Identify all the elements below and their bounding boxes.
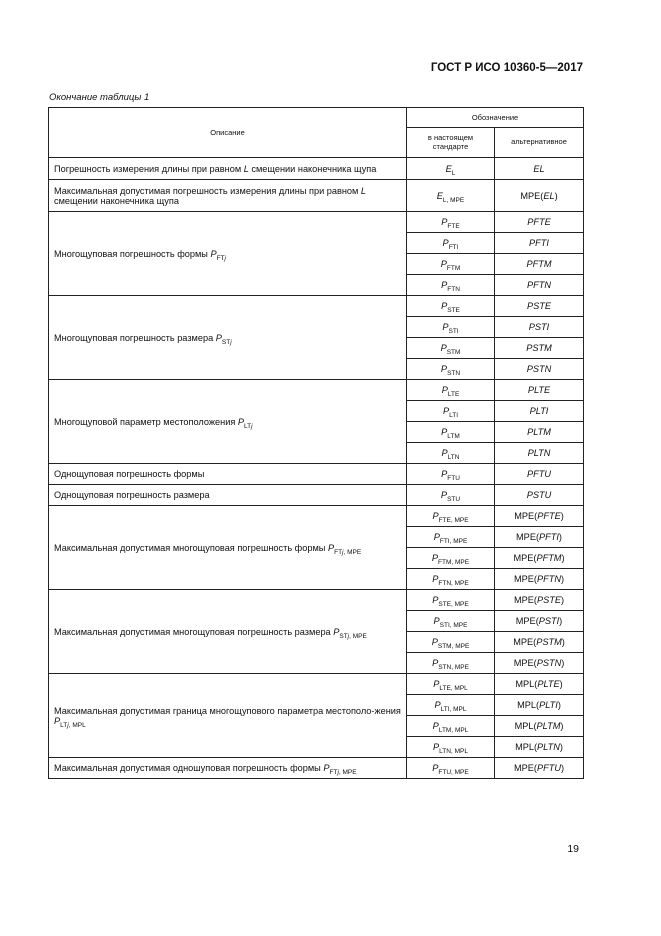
row-alternative: PFTI — [495, 233, 584, 254]
row-alternative: EL — [495, 158, 584, 180]
alt-close: ) — [560, 721, 564, 731]
symbol-subscript: STI, MPE — [439, 622, 468, 629]
row-description — [49, 506, 407, 590]
row-symbol — [407, 359, 495, 380]
alt-close: ) — [560, 763, 565, 773]
symbol-subscript: FTN — [447, 286, 460, 293]
symbol-subscript: LTM — [447, 433, 460, 440]
alt-close: ) — [561, 658, 565, 668]
symbol-letter: P — [432, 511, 439, 521]
description-text: Максимальная допустимая многощуповая погрешность размера — [54, 626, 334, 637]
row-alternative — [495, 632, 584, 653]
alt-close: ) — [561, 553, 565, 563]
table-row — [49, 158, 584, 180]
alt-open: ( — [533, 637, 537, 647]
alt-code: PFTU — [536, 763, 561, 773]
description-subscript — [222, 339, 232, 346]
symbol-letter: P — [432, 595, 439, 605]
row-alternative — [495, 758, 584, 779]
row-alternative: PFTU — [495, 464, 584, 485]
row-symbol — [407, 758, 495, 779]
alt-prefix: MPE — [513, 574, 534, 584]
description-text: Максимальная допустимая одношуповая погрешность формы — [54, 763, 324, 773]
description-symbol: P — [54, 715, 61, 726]
row-description — [49, 758, 407, 779]
row-symbol — [407, 695, 495, 716]
row-alternative: PSTM — [495, 338, 584, 359]
alt-code: PFTM — [536, 553, 562, 563]
description-symbol: P — [237, 416, 245, 427]
subscript-suffix: , MPE — [349, 632, 367, 640]
symbol-subscript: FTN, MPE — [438, 580, 469, 587]
row-symbol — [407, 275, 495, 296]
subscript-index: j — [67, 721, 69, 729]
row-symbol — [407, 569, 495, 590]
symbol-subscript: STE, MPE — [438, 601, 469, 608]
symbol-letter: P — [433, 742, 440, 752]
symbol-subscript: STM, MPE — [437, 643, 470, 650]
symbol-letter: P — [441, 280, 448, 290]
row-symbol — [407, 527, 495, 548]
alt-open: ( — [533, 553, 537, 563]
row-description — [49, 296, 407, 380]
row-symbol — [407, 317, 495, 338]
alt-code: PSTE — [536, 595, 561, 605]
subscript-part: FT — [329, 769, 338, 776]
alt-open: ( — [533, 595, 537, 605]
row-symbol — [407, 674, 495, 695]
description-subscript — [334, 549, 361, 556]
subscript-part: FT — [334, 548, 343, 556]
header-current-standard: в настоящем стандарте — [407, 128, 495, 158]
symbol-subscript: LTI, MPL — [440, 706, 467, 713]
symbol-letter: P — [442, 406, 450, 416]
symbol-subscript: FTU — [447, 475, 460, 482]
table-row — [49, 180, 584, 212]
alt-code: PFTE — [537, 511, 561, 521]
subscript-index: j — [337, 769, 339, 776]
description-text: Максимальная допустимая граница многощупового параметра местополо-жения — [54, 705, 401, 716]
symbol-subscript: LTI — [449, 412, 459, 419]
alt-prefix: MPE — [516, 532, 536, 542]
alt-prefix: MPE — [513, 763, 534, 773]
description-text: Однощуповая погрешность формы — [54, 469, 205, 479]
table-row — [49, 674, 584, 695]
symbol-subscript: FTM — [446, 265, 461, 272]
alt-close: ) — [558, 532, 562, 542]
header-alternative: альтернативное — [495, 128, 584, 158]
table-row — [49, 485, 584, 506]
symbol-subscript: STU — [447, 496, 461, 503]
row-symbol — [407, 548, 495, 569]
table-row — [49, 212, 584, 233]
symbol-letter: P — [440, 343, 447, 353]
row-symbol — [407, 401, 495, 422]
alt-open: ( — [535, 616, 539, 626]
header-designation: Обозначение — [407, 108, 584, 128]
designations-table — [48, 107, 584, 779]
alt-code: PFTN — [536, 574, 561, 584]
symbol-letter: P — [441, 301, 448, 311]
table-row — [49, 464, 584, 485]
symbol-letter: P — [442, 322, 449, 332]
description-symbol: P — [210, 248, 217, 259]
row-symbol — [407, 464, 495, 485]
symbol-subscript: STN, MPE — [438, 664, 469, 671]
subscript-part: LT — [244, 422, 252, 430]
row-symbol — [407, 422, 495, 443]
row-alternative — [495, 716, 584, 737]
symbol-subscript: LTE, MPL — [439, 685, 468, 692]
row-description — [49, 674, 407, 758]
header-description: Описание — [49, 108, 407, 158]
description-text: Максимальная допустимая многощуповая погрешность формы — [54, 542, 328, 553]
subscript-part: LT — [60, 721, 68, 729]
alt-code: PLTI — [539, 700, 558, 710]
subscript-index: j — [342, 548, 344, 556]
alt-code: PLTN — [537, 742, 560, 752]
alt-close: ) — [560, 595, 565, 605]
description-text: Однощуповая погрешность размера — [54, 490, 210, 500]
alt-code: PLTM — [536, 721, 561, 731]
table-caption: Окончание таблицы 1 — [49, 92, 150, 103]
description-text: Многощуповая погрешность размера — [54, 332, 216, 343]
row-symbol — [407, 338, 495, 359]
alt-close: ) — [561, 637, 565, 647]
alt-code: PSTM — [536, 637, 562, 647]
symbol-letter: P — [440, 364, 448, 374]
subscript-part: FT — [216, 254, 225, 262]
row-alternative: PSTN — [495, 359, 584, 380]
symbol-letter: P — [432, 763, 439, 773]
alt-prefix: MPL — [515, 679, 535, 689]
subscript-index: j — [224, 254, 226, 262]
alt-prefix: MPE — [513, 658, 534, 668]
symbol-letter: P — [440, 490, 448, 500]
symbol-letter: P — [441, 217, 448, 227]
symbol-subscript: LTN, MPL — [439, 748, 468, 755]
row-alternative — [495, 527, 584, 548]
alt-close: ) — [559, 616, 563, 626]
row-symbol — [407, 506, 495, 527]
description-subscript — [339, 633, 366, 640]
row-symbol: $E_L$ — [407, 158, 495, 180]
alt-open: ( — [533, 763, 537, 773]
document-code: ГОСТ Р ИСО 10360-5—2017 — [430, 62, 583, 74]
alt-code: PLTE — [537, 679, 560, 689]
row-symbol — [407, 233, 495, 254]
row-alternative: MPE(EL) — [495, 180, 584, 212]
symbol-letter: P — [432, 574, 439, 584]
row-alternative: PFTE — [495, 212, 584, 233]
symbol-letter: P — [442, 238, 449, 248]
symbol-letter: P — [432, 658, 439, 668]
description-text: Многощуповая погрешность формы — [54, 248, 211, 259]
alt-prefix: MPE — [513, 637, 534, 647]
row-alternative: PLTI — [495, 401, 584, 422]
row-symbol — [407, 737, 495, 758]
symbol-letter: P — [431, 637, 438, 647]
symbol-subscript: STM — [446, 349, 461, 356]
symbol-subscript: LTN — [447, 454, 460, 461]
row-symbol — [407, 254, 495, 275]
symbol-subscript: FTE — [447, 223, 460, 230]
alt-prefix: MPL — [517, 700, 537, 710]
row-symbol — [407, 485, 495, 506]
symbol-letter: P — [440, 259, 447, 269]
row-alternative: PSTE — [495, 296, 584, 317]
row-alternative — [495, 548, 584, 569]
subscript-index: j — [347, 632, 350, 640]
row-alternative — [495, 674, 584, 695]
row-symbol — [407, 611, 495, 632]
row-symbol — [407, 716, 495, 737]
alt-close: ) — [560, 511, 564, 521]
alt-prefix: MPE — [513, 553, 534, 563]
description-symbol: P — [323, 763, 330, 773]
description-subscript — [244, 423, 253, 430]
description-symbol: P — [215, 332, 222, 343]
row-symbol — [407, 653, 495, 674]
symbol-subscript: FTM, MPE — [438, 559, 470, 566]
alt-close: ) — [560, 574, 565, 584]
alt-code: PFTI — [539, 532, 559, 542]
row-description — [49, 464, 407, 485]
alt-open: ( — [534, 511, 538, 521]
table-row — [49, 296, 584, 317]
alt-prefix: MPL — [515, 742, 534, 752]
alt-code: PSTN — [536, 658, 562, 668]
alt-close: ) — [559, 679, 563, 689]
table-row — [49, 590, 584, 611]
row-symbol — [407, 296, 495, 317]
alt-prefix: MPE — [514, 511, 535, 521]
symbol-subscript: LTE — [447, 391, 460, 398]
alt-open: ( — [533, 742, 538, 752]
symbol-letter: P — [441, 427, 448, 437]
table-row — [49, 380, 584, 401]
row-alternative — [495, 737, 584, 758]
symbol-letter: P — [433, 532, 440, 542]
symbol-subscript: FTE, MPE — [438, 517, 469, 524]
symbol-letter: P — [431, 553, 439, 563]
alt-prefix: MPE — [515, 616, 536, 626]
row-symbol: $E_{L, MPE}$ — [407, 180, 495, 212]
alt-close: ) — [559, 742, 563, 752]
description-text: Многощуповой параметр местоположения — [54, 416, 238, 427]
row-alternative — [495, 569, 584, 590]
row-alternative: PFTM — [495, 254, 584, 275]
row-alternative — [495, 590, 584, 611]
alt-open: ( — [533, 658, 537, 668]
alt-open: ( — [533, 574, 537, 584]
row-description: Погрешность измерения длины при равном L смещении наконечника щупа — [49, 158, 407, 180]
symbol-letter: P — [434, 700, 441, 710]
page-number: 19 — [567, 843, 579, 855]
symbol-letter: P — [441, 385, 448, 395]
alt-close: ) — [557, 700, 561, 710]
row-description — [49, 380, 407, 464]
subscript-suffix: , MPE — [338, 769, 357, 776]
alt-open: ( — [535, 532, 540, 542]
symbol-letter: P — [441, 448, 448, 458]
row-alternative — [495, 506, 584, 527]
description-subscript — [60, 722, 86, 729]
subscript-suffix: , MPE — [343, 548, 362, 556]
row-description: Максимальная допустимая погрешность измерения длины при равном L смещении наконечника щупа — [49, 180, 407, 212]
row-description — [49, 590, 407, 674]
symbol-subscript: FTI, MPE — [439, 538, 468, 545]
row-alternative: PLTE — [495, 380, 584, 401]
description-subscript — [217, 255, 226, 262]
symbol-letter: P — [433, 616, 440, 626]
alt-prefix: MPL — [514, 721, 534, 731]
row-symbol — [407, 380, 495, 401]
description-symbol: P — [333, 626, 340, 637]
row-description — [49, 212, 407, 296]
alt-code: PSTI — [538, 616, 560, 626]
symbol-subscript: FTI — [448, 244, 459, 251]
table-row — [49, 506, 584, 527]
symbol-subscript: FTU, MPE — [438, 769, 469, 776]
subscript-part: ST — [221, 338, 231, 346]
row-symbol — [407, 632, 495, 653]
symbol-letter: P — [441, 469, 448, 479]
subscript-part: ST — [339, 632, 348, 640]
description-symbol: P — [327, 542, 335, 553]
row-alternative: PLTN — [495, 443, 584, 464]
alt-open: ( — [534, 679, 538, 689]
row-alternative: PSTI — [495, 317, 584, 338]
subscript-index: j — [251, 422, 253, 430]
row-alternative — [495, 695, 584, 716]
description-subscript — [329, 769, 356, 776]
symbol-subscript: LTM, MPL — [438, 727, 469, 734]
row-description — [49, 485, 407, 506]
symbol-letter: P — [432, 721, 439, 731]
subscript-suffix: , MPL — [68, 721, 86, 729]
row-alternative — [495, 653, 584, 674]
table-row — [49, 758, 584, 779]
alt-open: ( — [536, 700, 540, 710]
alt-prefix: MPE — [513, 595, 534, 605]
symbol-letter: P — [433, 679, 440, 689]
alt-open: ( — [533, 721, 537, 731]
row-symbol — [407, 443, 495, 464]
row-alternative — [495, 611, 584, 632]
row-alternative: PSTU — [495, 485, 584, 506]
subscript-index: j — [230, 338, 232, 346]
row-alternative: PFTN — [495, 275, 584, 296]
row-symbol — [407, 590, 495, 611]
symbol-subscript: STI — [448, 328, 459, 335]
row-symbol — [407, 212, 495, 233]
row-alternative: PLTM — [495, 422, 584, 443]
symbol-subscript: STN — [447, 370, 461, 377]
symbol-subscript: STE — [447, 307, 460, 314]
